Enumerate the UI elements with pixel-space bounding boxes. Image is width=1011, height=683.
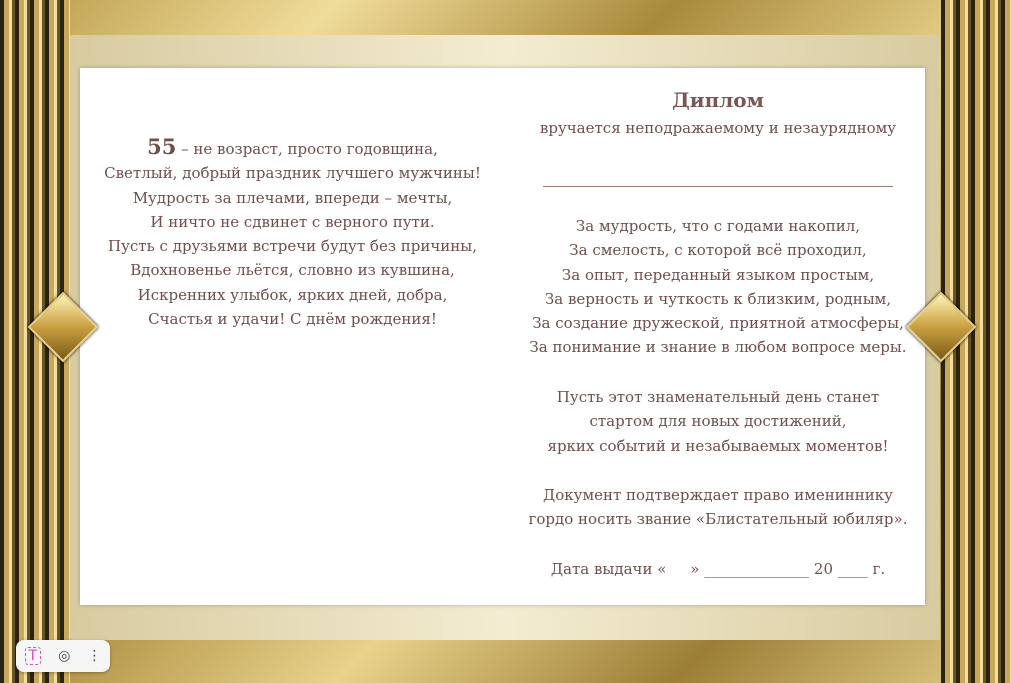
stanza-line: ярких событий и незабываемых моментов! (547, 436, 889, 455)
name-line (543, 186, 893, 187)
diploma-subtitle: вручается неподражаемому и незаурядному (539, 119, 897, 137)
stanza-line: Документ подтверждает право имениннику (543, 486, 893, 504)
more-options-icon[interactable]: ⋮ (87, 648, 102, 664)
stanza-line: За создание дружеской, приятной атмосферы, (532, 314, 904, 333)
poem-line: Искренних улыбок, ярких дней, добра, (137, 285, 448, 304)
lens-search-icon[interactable]: ◎ (58, 648, 71, 664)
diploma-stanza-2 (508, 385, 928, 458)
stanza-line: За понимание и знание в любом вопросе меры. (529, 338, 907, 357)
stanza-line: За мудрость, что с годами накопил, (575, 217, 861, 235)
diploma-stanza-3 (508, 483, 928, 532)
left-poem (95, 135, 490, 331)
age-number: 55 (147, 134, 177, 159)
diploma-title: Диплом (671, 88, 765, 112)
date-issued-line: Дата выдачи « » ______________ 20 ____ г. (550, 560, 886, 578)
stanza-line: За верность и чуткость к близким, родным, (544, 289, 892, 308)
poem-line: Мудрость за плечами, впереди – мечты, (132, 188, 453, 207)
stanza-line: стартом для новых достижений, (589, 412, 847, 431)
poem-line: И ничто не сдвинет с верного пути. (150, 212, 435, 231)
poem-line: Пусть с друзьями встречи будут без причины, (108, 237, 477, 256)
floating-toolbar (16, 640, 110, 672)
poem-line: Светлый, добрый праздник лучшего мужчины! (104, 164, 481, 183)
poem-text: – не возраст, просто годовщина, (181, 140, 438, 158)
stanza-line: гордо носить звание «Блистательный юбиляр». (528, 510, 908, 529)
stanza-line: Пусть этот знаменательный день станет (556, 388, 880, 406)
poem-line: Счастья и удачи! С днём рождения! (148, 310, 437, 329)
stanza-line: За смелость, с которой всё проходил, (569, 241, 867, 260)
poem-line-1 (95, 135, 490, 161)
stanza-line: За опыт, переданный языком простым, (561, 265, 875, 284)
diploma-stanza-1 (508, 214, 928, 360)
text-select-icon[interactable]: T (25, 647, 42, 665)
poem-line: Вдохновенье льётся, словно из кувшина, (130, 261, 455, 280)
